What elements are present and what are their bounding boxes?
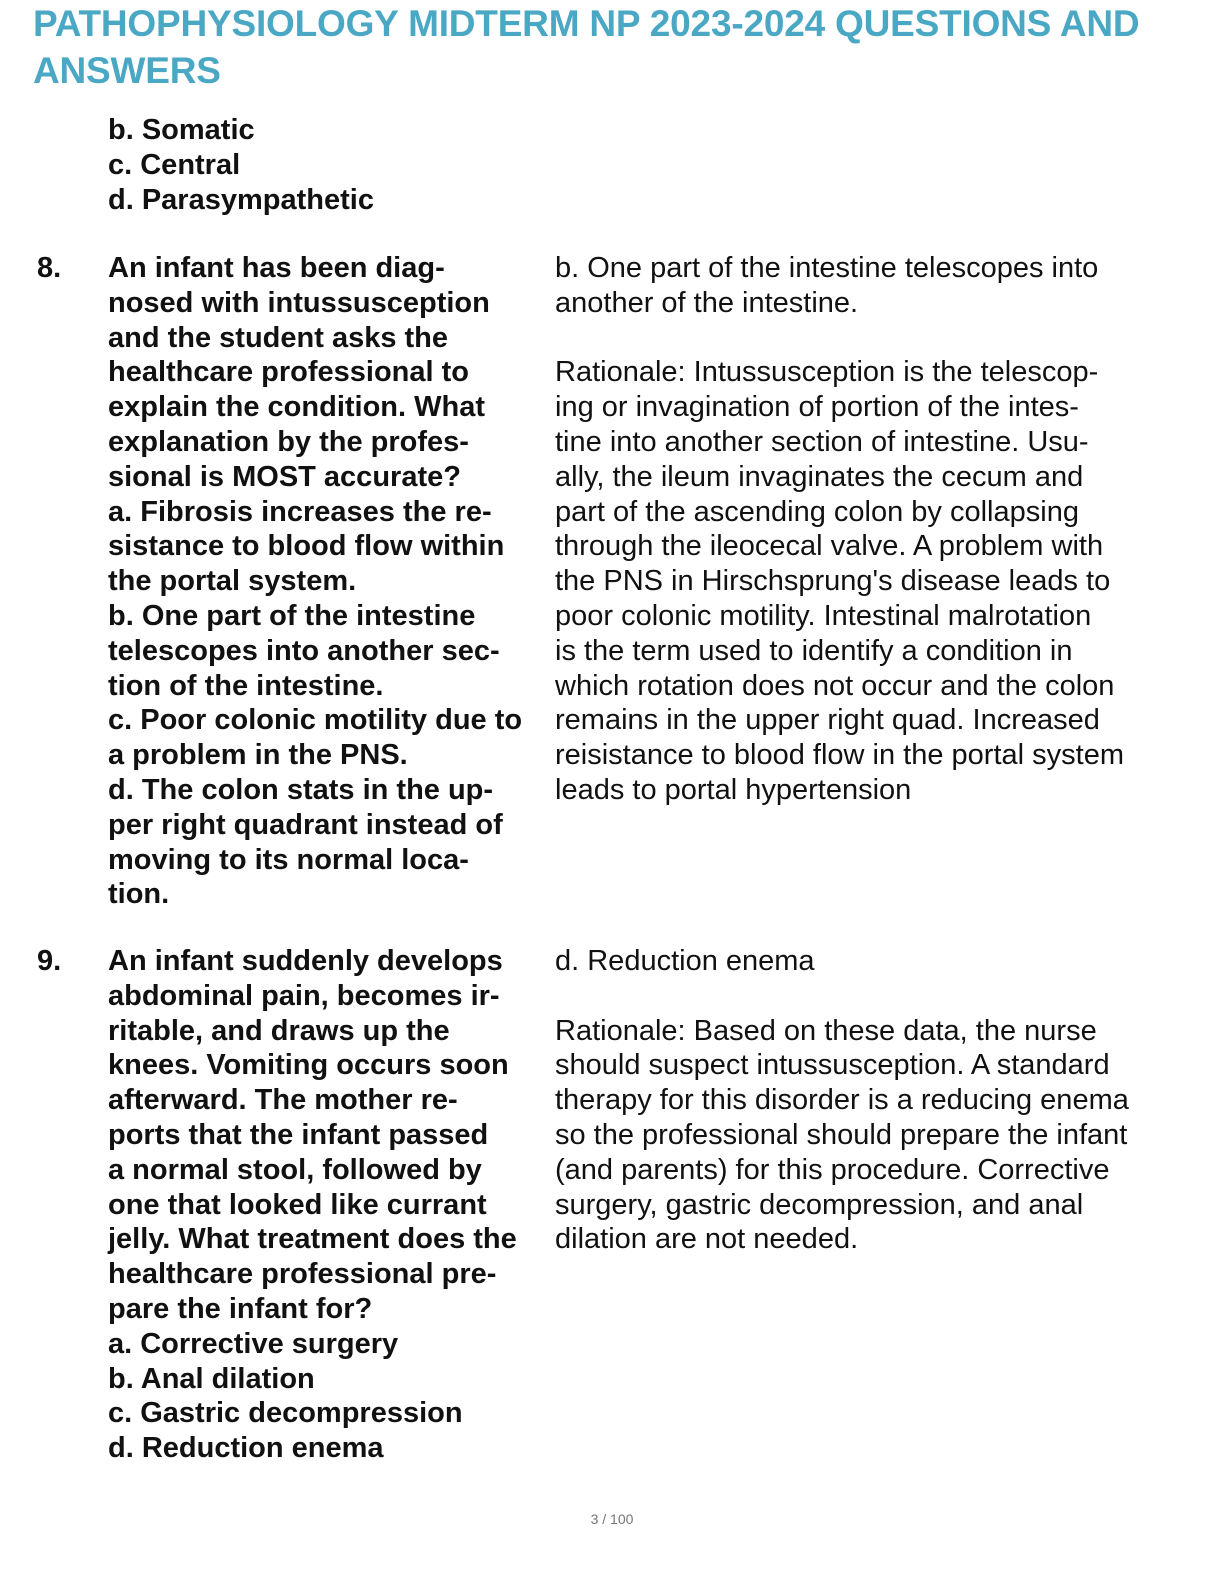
answer-line: b. One part of the intestine telescopes into [555, 252, 1099, 284]
rationale-line: dilation are not needed. [555, 1223, 859, 1256]
answer-text [555, 944, 1175, 1257]
question-line: ritable, and draws up the [108, 1014, 450, 1047]
rationale-line: so the professional should prepare the infant [555, 1118, 1128, 1151]
spacer [555, 979, 1175, 1014]
rationale-line: ally, the ileum invaginates the cecum and [555, 460, 1084, 493]
question-text [108, 251, 548, 912]
question-line: An infant has been diag- [108, 252, 445, 284]
question-line: explain the condition. What [108, 391, 485, 424]
option-line: a. Corrective surgery [108, 1327, 399, 1360]
question-line: healthcare professional pre- [108, 1258, 497, 1291]
option-line: c. Poor colonic motility due to [108, 704, 523, 737]
option-line: b. One part of the intestine [108, 599, 476, 632]
option-line: b. Anal dilation [108, 1362, 315, 1395]
question-line: knees. Vomiting occurs soon [108, 1049, 509, 1082]
question-line: explanation by the profes- [108, 425, 469, 458]
question-line: ports that the infant passed [108, 1118, 489, 1151]
rationale-line: therapy for this disorder is a reducing enema [555, 1084, 1129, 1117]
question-text [108, 944, 548, 1466]
question-line: jelly. What treatment does the [108, 1223, 517, 1256]
option-b: b. Somatic [108, 114, 255, 146]
option-line: tion. [108, 878, 170, 911]
question-line: sional is MOST accurate? [108, 460, 461, 493]
rationale-line: poor colonic motility. Intestinal malrotation [555, 599, 1092, 632]
option-line: a. Fibrosis increases the re- [108, 495, 492, 528]
page-number: 3 / 100 [590, 1511, 634, 1527]
option-c: c. Central [108, 149, 241, 181]
option-line: a problem in the PNS. [108, 739, 408, 772]
option-line: per right quadrant instead of [108, 808, 503, 841]
question-line: pare the infant for? [108, 1292, 373, 1325]
question-line: one that looked like currant [108, 1188, 487, 1221]
carryover-option-list [108, 113, 374, 218]
answer-line: d. Reduction enema [555, 945, 815, 977]
question-line: afterward. The mother re- [108, 1084, 458, 1117]
option-line: moving to its normal loca- [108, 843, 469, 876]
document-title: PATHOPHYSIOLOGY MIDTERM NP 2023-2024 QUESTIONS AND ANSWERS [33, 3, 1140, 91]
question-line: An infant suddenly develops [108, 945, 503, 977]
rationale-line: ing or invagination of portion of the intes- [555, 391, 1079, 424]
rationale-line: part of the ascending colon by collapsing [555, 495, 1079, 528]
rationale-line: Rationale: Based on these data, the nurse [555, 1014, 1097, 1047]
rationale-line: should suspect intussusception. A standard [555, 1049, 1110, 1082]
question-line: a normal stool, followed by [108, 1153, 482, 1186]
option-line: tion of the intestine. [108, 669, 384, 702]
option-line: sistance to blood flow within [108, 530, 505, 563]
question-line: nosed with intussusception [108, 286, 490, 319]
option-line: d. Reduction enema [108, 1432, 384, 1465]
answer-text [555, 251, 1175, 808]
rationale-line: through the ileocecal valve. A problem with [555, 530, 1104, 563]
spacer [555, 321, 1175, 356]
question-number: 9. [37, 945, 62, 977]
rationale-line: surgery, gastric decompression, and anal [555, 1188, 1084, 1221]
option-line: d. The colon stats in the up- [108, 773, 494, 806]
rationale-line: leads to portal hypertension [555, 773, 912, 806]
question-line: abdominal pain, becomes ir- [108, 979, 500, 1012]
rationale-line: reisistance to blood flow in the portal system [555, 739, 1124, 772]
rationale-line: (and parents) for this procedure. Corrective [555, 1153, 1110, 1186]
rationale-line: the PNS in Hirschsprung's disease leads to [555, 565, 1111, 598]
rationale-line: Rationale: Intussusception is the telescop- [555, 356, 1099, 389]
option-line: telescopes into another sec- [108, 634, 500, 667]
answer-line: another of the intestine. [555, 286, 859, 319]
option-line: the portal system. [108, 565, 357, 598]
question-line: healthcare professional to [108, 356, 469, 389]
question-number: 8. [37, 252, 62, 284]
rationale-line: which rotation does not occur and the colon [555, 669, 1115, 702]
option-d: d. Parasympathetic [108, 184, 374, 216]
rationale-line: tine into another section of intestine. Usu- [555, 425, 1089, 458]
rationale-line: remains in the upper right quad. Increased [555, 704, 1100, 737]
rationale-line: is the term used to identify a condition in [555, 634, 1073, 667]
question-line: and the student asks the [108, 321, 449, 354]
option-line: c. Gastric decompression [108, 1397, 463, 1430]
